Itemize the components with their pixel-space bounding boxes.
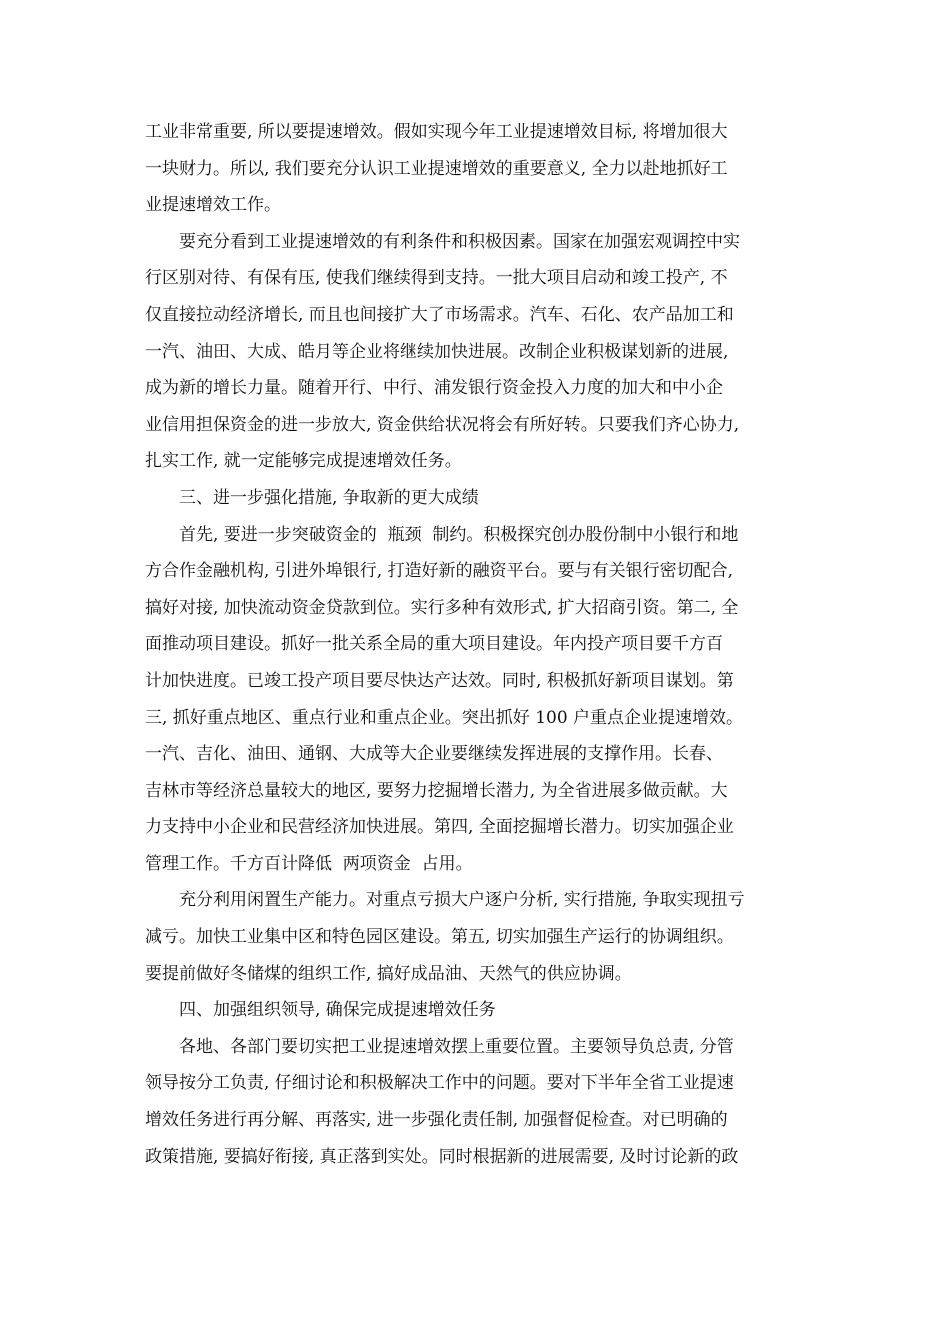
text-line: 仅直接拉动经济增长, 而且也间接扩大了市场需求。汽车、石化、农产品加工和: [145, 304, 734, 325]
paragraph-start-line: 各地、各部门要切实把工业提速增效摆上重要位置。主要领导负总责, 分管: [179, 1036, 734, 1057]
text-line: 成为新的增长力量。随着开行、中行、浦发银行资金投入力度的加大和中小企: [145, 378, 723, 399]
text-line: 面推动项目建设。抓好一批关系全局的重大项目建设。年内投产项目要千方百: [145, 634, 723, 655]
section-heading: 四、加强组织领导, 确保完成提速增效任务: [179, 1000, 496, 1021]
text-line: 行区别对待、有保有压, 使我们继续得到支持。一批大项目启动和竣工投产, 不: [145, 268, 728, 289]
text-line: 业提速增效工作。: [145, 195, 281, 216]
paragraph-start-line: 充分利用闲置生产能力。对重点亏损大户逐户分析, 实行措施, 争取实现扭亏: [179, 890, 745, 911]
text-line: 管理工作。千方百计降低 两项资金 占用。: [145, 853, 473, 874]
section-heading: 三、进一步强化措施, 争取新的更大成绩: [179, 487, 479, 508]
text-line: 领导按分工负责, 仔细讨论和积极解决工作中的问题。要对下半年全省工业提速: [145, 1073, 734, 1094]
text-line: 三, 抓好重点地区、重点行业和重点企业。突出抓好 100 户重点企业提速增效。: [145, 707, 744, 728]
text-line: 政策措施, 要搞好衔接, 真正落到实处。同时根据新的进展需要, 及时讨论新的政: [145, 1146, 739, 1167]
text-line: 搞好对接, 加快流动资金贷款到位。实行多种有效形式, 扩大招商引资。第二, 全: [145, 597, 739, 618]
text-line: 工业非常重要, 所以要提速增效。假如实现今年工业提速增效目标, 将增加很大: [145, 122, 728, 142]
body-text: [145, 114, 810, 1175]
text-line: 力支持中小企业和民营经济加快进展。第四, 全面挖掘增长潜力。切实加强企业: [145, 817, 734, 838]
text-line: 一汽、油田、大成、皓月等企业将继续加快进展。改制企业积极谋划新的进展,: [145, 341, 729, 362]
text-line: 减亏。加快工业集中区和特色园区建设。第五, 切实加强生产运行的协调组织。: [145, 927, 734, 948]
text-line: 计加快进度。已竣工投产项目要尽快达产达效。同时, 积极抓好新项目谋划。第: [145, 670, 734, 691]
text-line: 吉林市等经济总量较大的地区, 要努力挖掘增长潜力, 为全省进展多做贡献。大: [145, 780, 728, 801]
text-line: 增效任务进行再分解、再落实, 进一步强化责任制, 加强督促检查。对已明确的: [145, 1110, 728, 1131]
text-line: 一块财力。所以, 我们要充分认识工业提速增效的重要意义, 全力以赴地抓好工: [145, 158, 728, 179]
text-line: 一汽、吉化、油田、通钢、大成等大企业要继续发挥进展的支撑作用。长春、: [145, 744, 723, 765]
text-line: 扎实工作, 就一定能够完成提速增效任务。: [145, 451, 462, 472]
paragraph-start-line: 要充分看到工业提速增效的有利条件和积极因素。国家在加强宏观调控中实: [179, 231, 740, 252]
text-line: 业信用担保资金的进一步放大, 资金供给状况将会有所好转。只要我们齐心协力,: [145, 414, 740, 435]
text-line: 要提前做好冬储煤的组织工作, 搞好成品油、天然气的供应协调。: [145, 963, 632, 984]
paragraph-start-line: 首先, 要进一步突破资金的 瓶颈 制约。积极探究创办股份制中小银行和地: [179, 524, 739, 545]
text-line: 方合作金融机构, 引进外埠银行, 打造好新的融资平台。要与有关银行密切配合,: [145, 561, 734, 582]
